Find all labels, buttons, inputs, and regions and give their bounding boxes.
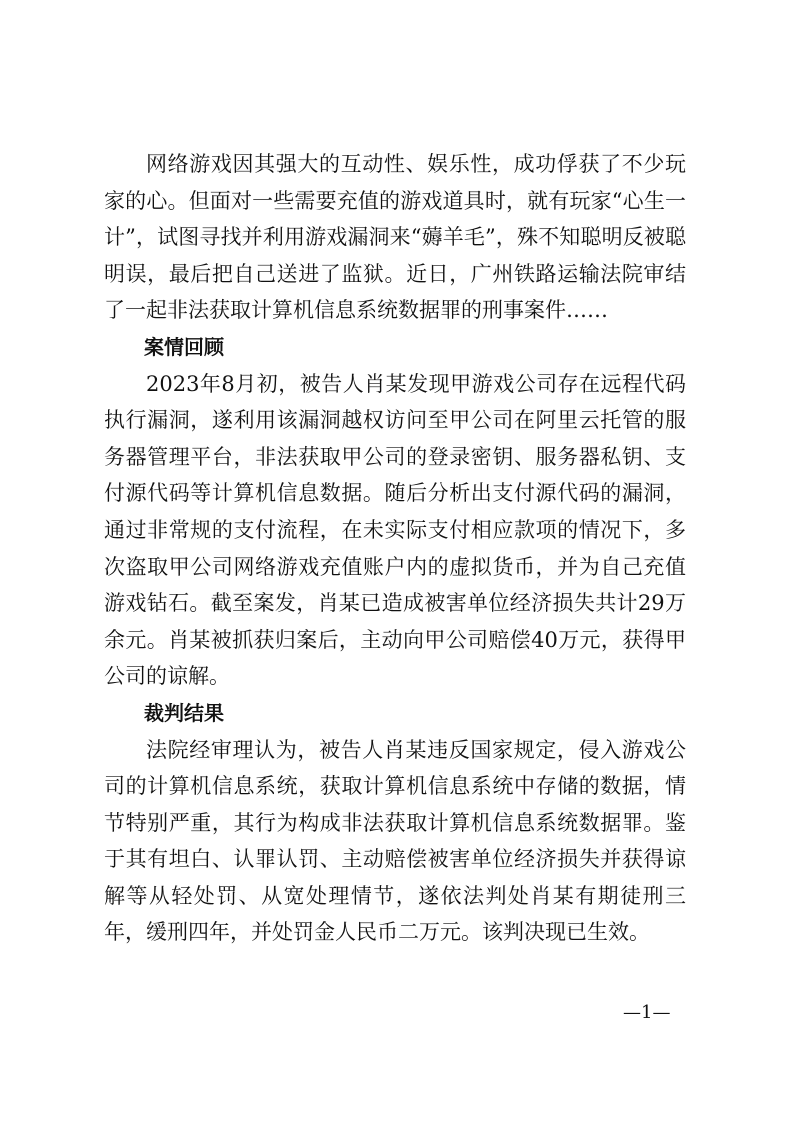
- page-number: —1—: [623, 1002, 671, 1023]
- verdict-paragraph: 法院经审理认为，被告人肖某违反国家规定，侵入游戏公司的计算机信息系统，获取计算机信息系统中存储的数据，情节特别严重，其行为构成非法获取计算机信息系统数据罪。鉴于其有坦白、认罪认罚、主动赔偿被害单位经济损失并获得谅解等从轻处罚、从宽处理情节，遂依法判处肖某有期徒刑三年，缓刑四年，并处罚金人民币二万元。该判决现已生效。: [104, 737, 686, 945]
- intro-paragraph: 网络游戏因其强大的互动性、娱乐性，成功俘获了不少玩家的心。但面对一些需要充值的游戏道具时，就有玩家“心生一计”，试图寻找并利用游戏漏洞来“薅羊毛”，殊不知聪明反被聪明误，最后把自己送进了监狱。近日，广州铁路运输法院审结了一起非法获取计算机信息系统数据罪的刑事案件……: [104, 152, 686, 323]
- verdict-heading: 裁判结果: [144, 700, 224, 725]
- case-review-paragraph: 2023年8月初，被告人肖某发现甲游戏公司存在远程代码执行漏洞，遂利用该漏洞越权访问至甲公司在阿里云托管的服务器管理平台，非法获取甲公司的登录密钥、服务器私钥、支付源代码等计算机信息数据。随后分析出支付源代码的漏洞，通过非常规的支付流程，在未实际支付相应款项的情况下，多次盗取甲公司网络游戏充值账户内的虚拟货币，并为自己充值游戏钻石。截至案发，肖某已造成被害单位经济损失共计29万余元。肖某被抓获归案后，主动向甲公司赔偿40万元，获得甲公司的谅解。: [104, 371, 686, 689]
- case-review-heading: 案情回顾: [144, 334, 224, 359]
- document-body: [104, 146, 686, 951]
